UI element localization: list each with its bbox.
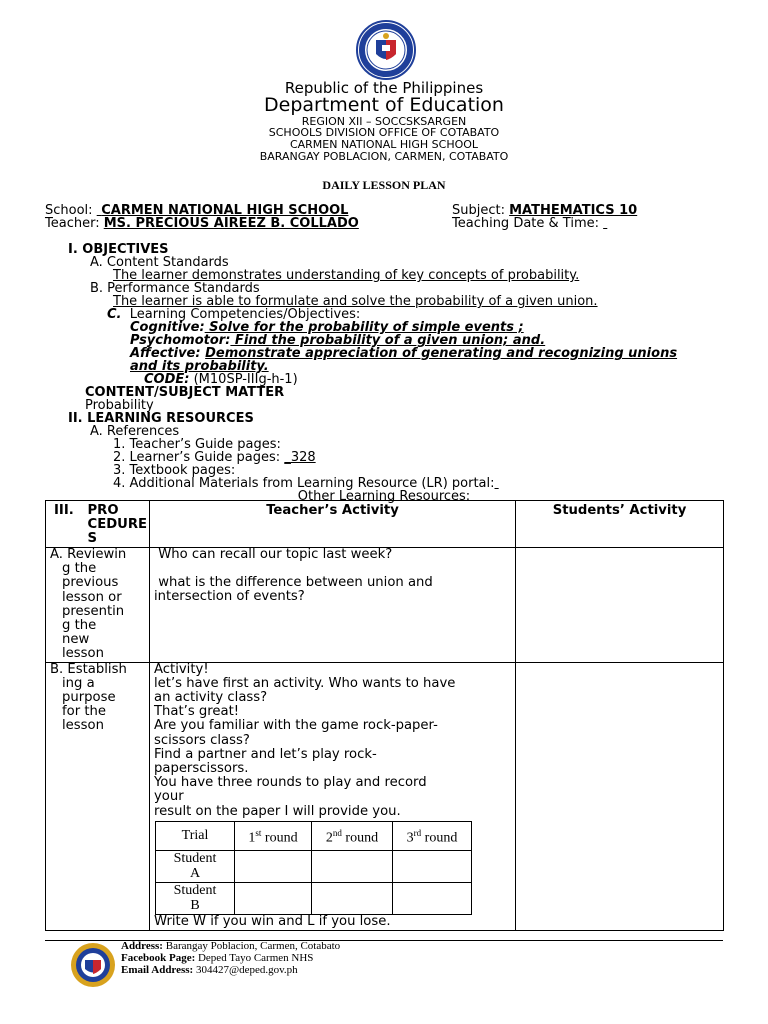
other-resources: Other Learning Resources: [297, 489, 471, 504]
footer-seal-logo [70, 942, 116, 988]
school-value: CARMEN NATIONAL HIGH SCHOOL [101, 203, 349, 218]
students-activity-header: Students’ Activity [516, 501, 724, 548]
teacher-activity-header: Teacher’s Activity [150, 501, 516, 548]
psychomotor-label: Psychomotor: [130, 333, 231, 348]
student-a-round-1 [235, 850, 312, 882]
row-a-students [516, 548, 724, 663]
header-division: SCHOOLS DIVISION OFFICE OF COTABATO [268, 126, 500, 139]
content-standards-label: A. Content Standards [90, 255, 229, 270]
ref-item-2: 2. Learner’s Guide pages: _328 [113, 450, 316, 465]
content-heading: CONTENT/SUBJECT MATTER [85, 385, 285, 400]
row-a-label: A. Reviewin g the previous lesson or presentin g the new lesson [46, 548, 150, 663]
after-table-note: Write W if you win and L if you lose. [154, 913, 391, 929]
footer-address: Address: Barangay Poblacion, Carmen, Cotabato [121, 940, 341, 952]
student-b-round-2 [312, 882, 393, 914]
content-value: Probability [85, 398, 154, 413]
header-region: REGION XII – SOCCSKSARGEN [301, 115, 467, 128]
performance-standards-text: The learner is able to formulate and solve the probability of a given union. [113, 294, 598, 309]
trial-header: Trial [156, 821, 235, 850]
proc-col-text: PRO CEDURE S [87, 503, 148, 547]
teacher-label: Teacher: [45, 216, 100, 231]
subject-label: Subject: [452, 203, 505, 218]
references-label: A. References [90, 424, 180, 439]
row-b-teacher: Activity! let’s have first an activity. Who wants to have an activity class? That’s great! Are you familiar with the game rock-paper- scissors class? Find a partner and let’s play rock- paperscissors. You have three rounds to play and record your result on the paper I will provide you. Trial 1st round 2nd round 3rd round Student A Student B Write W if you win and L if you lose. [150, 662, 516, 930]
code-label: CODE: [144, 372, 190, 387]
procedures-col-header: III. PRO CEDURE S [46, 501, 150, 548]
teacher-value: MS. PRECIOUS AIREEZ B. COLLADO [103, 216, 359, 231]
header-country: Republic of the Philippines [284, 79, 484, 97]
date-row [452, 216, 709, 231]
date-value [603, 216, 709, 231]
row-b-label: B. Establish ing a purpose for the lesson [46, 662, 150, 930]
subject-value: MATHEMATICS 10 [509, 203, 638, 218]
cognitive-label: Cognitive: [130, 320, 205, 335]
footer-facebook: Facebook Page: Deped Tayo Carmen NHS [121, 952, 314, 964]
student-a-round-2 [312, 850, 393, 882]
row-b-students [516, 662, 724, 930]
affective-text: Demonstrate appreciation of generating and recognizing unions [205, 346, 678, 361]
student-a-round-3 [393, 850, 472, 882]
school-label: School: [45, 203, 93, 218]
student-b-round-1 [235, 882, 312, 914]
header-department: Department of Education [264, 94, 504, 116]
student-a-label: Student A [156, 850, 235, 882]
teacher-row [45, 216, 402, 231]
round-1-header: 1st round [235, 821, 312, 850]
resources-heading: II. LEARNING RESOURCES [68, 411, 254, 426]
student-b-round-3 [393, 882, 472, 914]
header-school: CARMEN NATIONAL HIGH SCHOOL [289, 138, 479, 151]
date-label: Teaching Date & Time: [452, 216, 599, 231]
header-address: BARANGAY POBLACION, CARMEN, COTABATO [259, 150, 509, 163]
cognitive-text: Solve for the probability of simple events ; [204, 320, 524, 335]
lg-pages: _328 [284, 450, 316, 465]
competencies-letter: C. [107, 307, 122, 322]
code-value: (M10SP-IIIg-h-1) [193, 372, 298, 387]
objectives-heading: I. OBJECTIVES [68, 242, 169, 257]
round-2-header: 2nd round [312, 821, 393, 850]
ref-item-3: 3. Textbook pages: [113, 463, 236, 478]
procedures-table [45, 500, 724, 931]
psychomotor-text: Find the probability of a given union; and. [230, 333, 546, 348]
row-a-teacher: Who can recall our topic last week? what is the difference between union and intersection of events? [150, 548, 516, 663]
footer-email: Email Address: 304427@deped.gov.ph [121, 964, 298, 976]
performance-standards-label: B. Performance Standards [90, 281, 260, 296]
content-standards-text: The learner demonstrates understanding of key concepts of probability. [113, 268, 580, 283]
student-b-label: Student B [156, 882, 235, 914]
affective-label: Affective: [130, 346, 201, 361]
competencies-label: Learning Competencies/Objectives: [129, 307, 361, 322]
deped-seal-logo [356, 20, 416, 80]
affective-text-cont: and its probability. [130, 359, 269, 374]
trial-table [155, 821, 472, 915]
round-3-header: 3rd round [393, 821, 472, 850]
ref-item-1: 1. Teacher’s Guide pages: [113, 437, 281, 452]
ref-item-4: 4. Additional Materials from Learning Resource (LR) portal: [113, 476, 495, 491]
doc-title: DAILY LESSON PLAN [322, 178, 446, 192]
